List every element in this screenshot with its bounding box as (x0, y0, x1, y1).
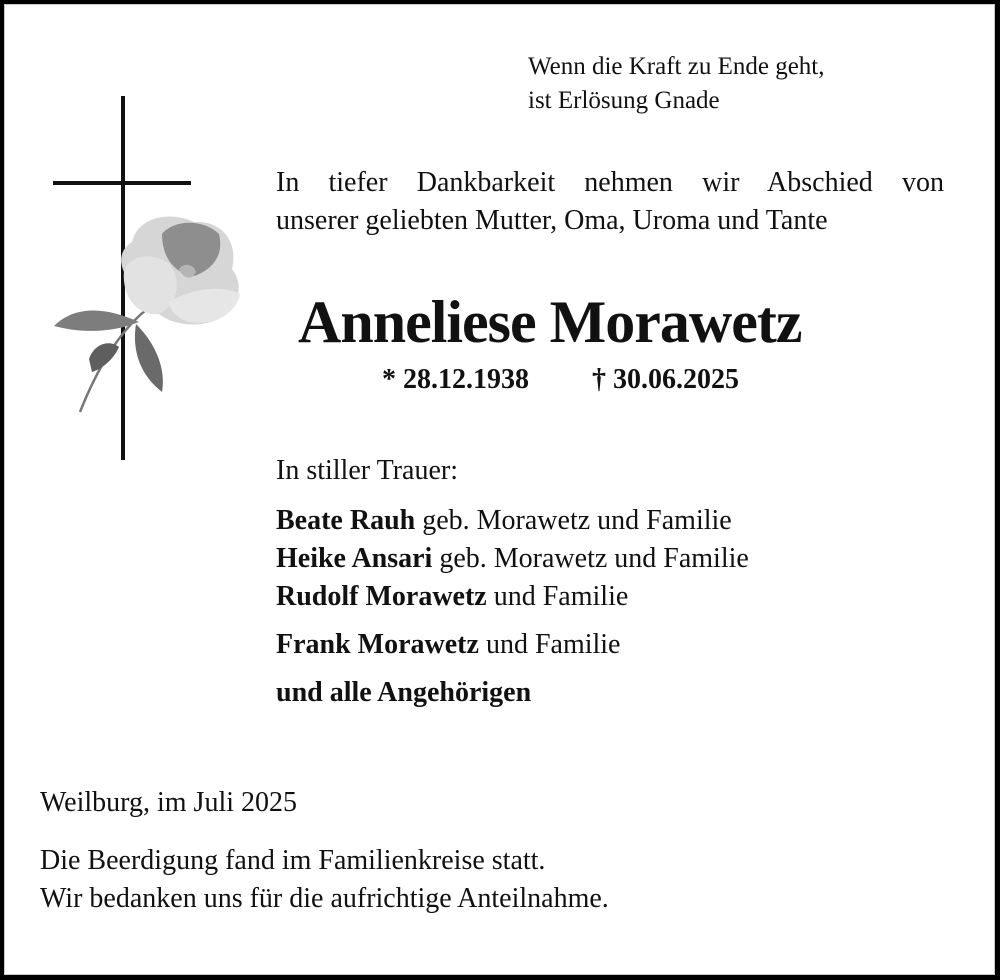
mourner-name: Rudolf Morawetz (276, 581, 487, 612)
mourner-entry (276, 578, 749, 616)
birth-date: * 28.12.1938 (382, 364, 529, 395)
thanks-note: Wir bedanken uns für die aufrichtige Anteilnahme. (40, 883, 609, 914)
deceased-name: Anneliese Morawetz (298, 289, 802, 355)
mourner-relation: und Familie (486, 581, 629, 612)
intro-line-1: In tiefer Dankbarkeit nehmen wir Abschied von (276, 167, 944, 198)
mourners-heading: In stiller Trauer: (276, 455, 458, 486)
mourner-relation: geb. Morawetz und Familie (432, 543, 749, 574)
mourner-entry (276, 502, 749, 540)
death-date: † 30.06.2025 (592, 364, 739, 395)
closing-notes (40, 842, 609, 918)
intro-text (276, 164, 944, 240)
mourner-name: Frank Morawetz (276, 629, 479, 660)
motto-line-1: Wenn die Kraft zu Ende geht, (528, 53, 825, 80)
mourners-closing: und alle Angehörigen (276, 677, 532, 708)
intro-line-2: unserer geliebten Mutter, Oma, Uroma und Tante (276, 205, 828, 236)
mourner-name: Beate Rauh (276, 505, 416, 536)
mourner-entry (276, 626, 749, 664)
mourner-name: Heike Ansari (276, 543, 433, 574)
mourner-relation: geb. Morawetz und Familie (415, 505, 732, 536)
place-and-date: Weilburg, im Juli 2025 (40, 787, 298, 818)
mourners-list (276, 452, 749, 712)
cross-with-rose-icon (44, 94, 254, 464)
motto-quote (528, 50, 824, 118)
funeral-note: Die Beerdigung fand im Familienkreise statt. (40, 845, 546, 876)
motto-line-2: ist Erlösung Gnade (528, 87, 720, 114)
life-dates (382, 360, 739, 400)
mourner-entry (276, 540, 749, 578)
mourner-relation: und Familie (478, 629, 621, 660)
